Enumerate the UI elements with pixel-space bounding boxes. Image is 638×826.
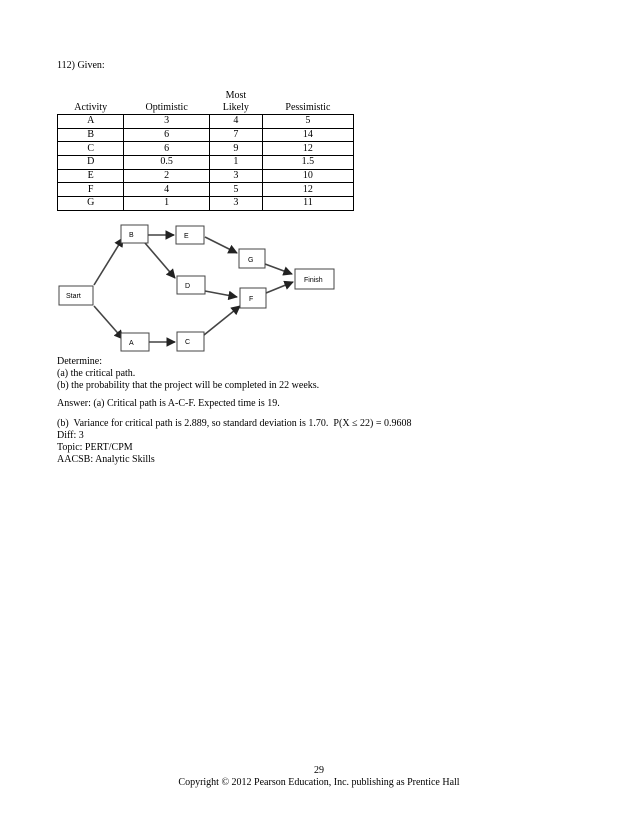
edge-d-f (205, 291, 237, 297)
cell-most-likely: 9 (209, 142, 262, 156)
difficulty: Diff: 3 (57, 430, 84, 441)
header-optimistic: Optimistic (145, 102, 188, 113)
table-row (58, 183, 354, 197)
answer-variance-text: (b) Variance for critical path is 2.889, so standard deviation is 1.70. (57, 418, 334, 429)
cell-activity: C (58, 142, 124, 156)
node-b-label: B (129, 232, 134, 239)
node-g (239, 249, 265, 268)
table-row (58, 156, 354, 170)
table-row (58, 142, 354, 156)
cell-pessimistic: 12 (262, 142, 353, 156)
node-b (121, 225, 148, 243)
edge-g-finish (265, 264, 292, 274)
node-finish (295, 269, 334, 289)
cell-pessimistic: 11 (262, 197, 353, 211)
node-d-label: D (185, 283, 191, 290)
header-pessimistic: Pessimistic (285, 102, 331, 113)
node-c (177, 332, 204, 351)
page-number: 29 (314, 765, 324, 776)
table-row (58, 115, 354, 129)
node-d (177, 276, 205, 294)
node-a-label: A (129, 340, 134, 347)
cell-optimistic: 0.5 (124, 156, 210, 170)
node-e (176, 226, 204, 244)
topic: Topic: PERT/CPM (57, 442, 133, 453)
cell-activity: D (58, 156, 124, 170)
node-e-label: E (184, 233, 189, 240)
determine-part-b: (b) the probability that the project will be completed in 22 weeks. (57, 380, 320, 391)
node-start (59, 286, 93, 305)
cell-optimistic: 3 (124, 115, 210, 129)
cell-most-likely: 5 (209, 183, 262, 197)
table-row (58, 128, 354, 142)
determine-part-a: (a) the critical path. (57, 368, 136, 379)
edge-b-d (145, 243, 175, 278)
node-start-label: Start (66, 293, 81, 300)
edge-f-finish (266, 282, 293, 293)
cell-optimistic: 1 (124, 197, 210, 211)
cell-pessimistic: 12 (262, 183, 353, 197)
edge-c-f (204, 306, 240, 335)
cell-most-likely: 7 (209, 128, 262, 142)
table-row (58, 197, 354, 211)
cell-optimistic: 6 (124, 142, 210, 156)
cell-most-likely: 4 (209, 115, 262, 129)
edge-start-a (94, 306, 123, 339)
activity-time-table (57, 84, 354, 211)
header-activity: Activity (74, 102, 108, 113)
pert-network-diagram (57, 222, 367, 354)
cell-pessimistic: 1.5 (262, 156, 353, 170)
answer-probability: P(X ≤ 22) = 0.9608 (333, 418, 412, 429)
cell-activity: A (58, 115, 124, 129)
cell-most-likely: 3 (209, 169, 262, 183)
cell-optimistic: 2 (124, 169, 210, 183)
cell-activity: G (58, 197, 124, 211)
cell-activity: E (58, 169, 124, 183)
cell-pessimistic: 14 (262, 128, 353, 142)
cell-optimistic: 4 (124, 183, 210, 197)
edge-start-b (94, 238, 123, 285)
node-f-label: F (249, 296, 254, 303)
question-label: 112) Given: (57, 60, 105, 71)
cell-activity: F (58, 183, 124, 197)
table-row (58, 169, 354, 183)
node-a (121, 333, 149, 351)
cell-optimistic: 6 (124, 128, 210, 142)
copyright-notice: Copyright © 2012 Pearson Education, Inc. publishing as Prentice Hall (178, 777, 460, 788)
node-c-label: C (185, 339, 191, 346)
cell-pessimistic: 10 (262, 169, 353, 183)
answer-line-1: Answer: (a) Critical path is A-C-F. Expected time is 19. (57, 398, 280, 409)
cell-most-likely: 3 (209, 197, 262, 211)
node-g-label: G (248, 257, 254, 264)
determine-heading: Determine: (57, 356, 102, 367)
header-most-likely: Most Likely (222, 90, 249, 113)
node-f (240, 288, 266, 308)
table-header-row (58, 84, 354, 115)
answer-line-2 (57, 418, 412, 430)
aacsb: AACSB: Analytic Skills (57, 454, 155, 465)
node-finish-label: Finish (304, 277, 323, 284)
cell-most-likely: 1 (209, 156, 262, 170)
cell-activity: B (58, 128, 124, 142)
cell-pessimistic: 5 (262, 115, 353, 129)
edge-e-g (205, 237, 237, 253)
